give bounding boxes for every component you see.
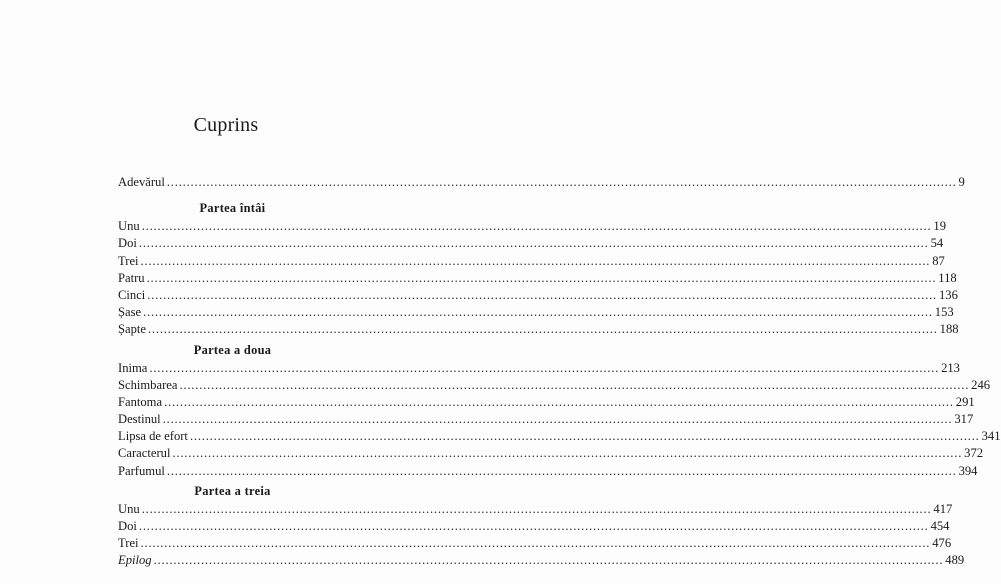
- toc-entry-label: Doi: [118, 236, 137, 251]
- toc-entry-page: 394: [958, 463, 978, 478]
- toc-entry-label: Cinci: [118, 287, 146, 302]
- toc-entry-label: Trei: [118, 536, 139, 551]
- toc-entry-page: 372: [964, 446, 984, 461]
- dot-leader: ........................................................................................................................................................................................................: [147, 287, 937, 302]
- toc-entry: [118, 235, 944, 252]
- toc-entry-page: 153: [934, 305, 954, 320]
- toc-entry: [118, 218, 946, 235]
- toc-entry: [118, 463, 978, 480]
- toc-entry-page: 188: [939, 322, 959, 337]
- toc-entry-page: 476: [932, 536, 952, 551]
- dot-leader: ........................................................................................................................................................................................................: [146, 270, 937, 285]
- dot-leader: ........................................................................................................................................................................................................: [153, 553, 944, 568]
- toc-entry-page: 454: [930, 519, 950, 533]
- section-heading: Partea a treia: [194, 483, 271, 498]
- toc-entry-label: Destinul: [118, 412, 161, 427]
- toc-entry-page: 87: [932, 253, 945, 268]
- section-heading: Partea întâi: [199, 201, 266, 216]
- dot-leader: ........................................................................................................................................................................................................: [149, 360, 940, 375]
- toc-entry-label: Patru: [118, 270, 145, 285]
- page-title: Cuprins: [193, 114, 259, 136]
- toc-entry-label: Unu: [118, 219, 140, 234]
- toc-entry: [118, 377, 991, 394]
- toc-entry: [118, 428, 1001, 445]
- toc-entry-label: Unu: [118, 501, 140, 516]
- toc-entry-page: 246: [971, 377, 991, 392]
- dot-leader: ........................................................................................................................................................................................................: [189, 429, 980, 444]
- toc-entry: [118, 518, 950, 535]
- toc-entry: [118, 304, 954, 321]
- toc-entry: [118, 287, 958, 304]
- toc-entry-intro: [118, 174, 965, 191]
- toc-entry-page: 9: [958, 175, 965, 189]
- table-of-contents: [118, 174, 1001, 570]
- toc-entry: [118, 253, 945, 270]
- toc-entry-label: Lipsa de efort: [118, 429, 188, 444]
- toc-entry-label: Fantoma: [118, 394, 163, 409]
- toc-sections: [118, 199, 1001, 569]
- toc-entry-label: Șase: [118, 305, 142, 320]
- toc-entry-page: 291: [955, 394, 975, 409]
- dot-leader: ........................................................................................................................................................................................................: [172, 446, 963, 461]
- toc-entry-page: 213: [941, 360, 960, 375]
- toc-entry-label: Trei: [118, 253, 139, 268]
- dot-leader: ........................................................................................................................................................................................................: [166, 463, 957, 478]
- toc-entry-label: Adevărul: [118, 175, 165, 189]
- dot-leader: ........................................................................................................................................................................................................: [162, 412, 953, 427]
- toc-entry: [118, 535, 952, 552]
- toc-entry: [118, 394, 975, 411]
- toc-entry: [118, 411, 974, 428]
- toc-entry: [118, 321, 959, 338]
- dot-leader: ........................................................................................................................................................................................................: [179, 377, 970, 392]
- dot-leader: ........................................................................................................................................................................................................: [141, 501, 932, 516]
- toc-entry-label: Doi: [118, 519, 137, 533]
- toc-entry-page: 19: [933, 219, 946, 234]
- dot-leader: ........................................................................................................................................................................................................: [138, 519, 929, 533]
- toc-entry-label: Parfumul: [118, 463, 165, 478]
- toc-entry-page: 317: [954, 412, 974, 427]
- toc-entry-page: 489: [945, 553, 965, 568]
- dot-leader: ........................................................................................................................................................................................................: [166, 175, 957, 189]
- toc-entry-label: Schimbarea: [118, 377, 178, 392]
- toc-entry: [118, 270, 957, 287]
- section-heading: Partea a doua: [193, 342, 272, 357]
- dot-leader: ........................................................................................................................................................................................................: [141, 219, 932, 234]
- dot-leader: ........................................................................................................................................................................................................: [164, 394, 954, 409]
- dot-leader: ........................................................................................................................................................................................................: [140, 536, 931, 551]
- toc-entry-label: Caracterul: [118, 446, 171, 461]
- toc-entry-label: Epilog: [118, 553, 152, 568]
- dot-leader: ........................................................................................................................................................................................................: [143, 305, 933, 320]
- toc-entry-page: 54: [930, 236, 944, 251]
- toc-entry: [118, 501, 953, 518]
- dot-leader: ........................................................................................................................................................................................................: [140, 253, 931, 268]
- toc-entry-page: 417: [933, 501, 953, 516]
- dot-leader: ........................................................................................................................................................................................................: [138, 236, 929, 251]
- dot-leader: ........................................................................................................................................................................................................: [147, 322, 938, 337]
- toc-entry: [118, 552, 965, 569]
- toc-entry-page: 341: [981, 429, 1001, 444]
- toc-entry-page: 136: [938, 287, 958, 302]
- toc-entry: [118, 445, 984, 462]
- toc-entry-label: Șapte: [118, 322, 146, 337]
- toc-entry-label: Inima: [118, 360, 148, 375]
- toc-entry: [118, 360, 960, 377]
- toc-entry-page: 118: [938, 270, 957, 285]
